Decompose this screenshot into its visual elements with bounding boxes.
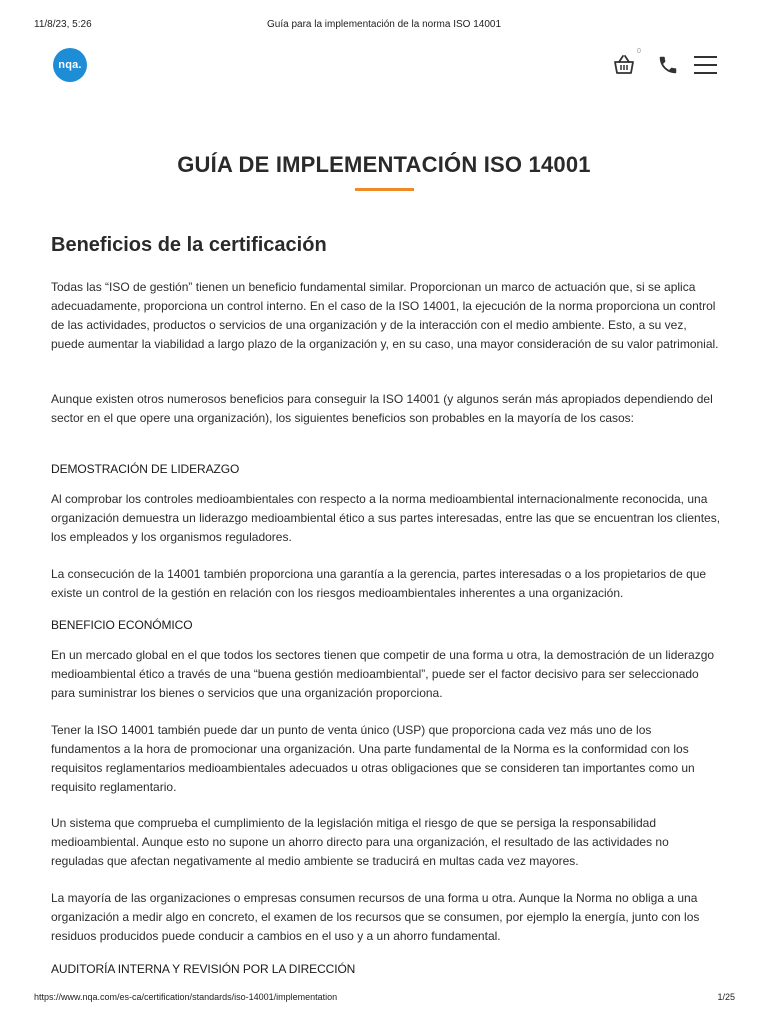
subheading-audit: AUDITORÍA INTERNA Y REVISIÓN POR LA DIRECCIÓN: [51, 962, 356, 976]
paragraph-economic-3: Un sistema que comprueba el cumplimiento de la legislación mitiga el riesgo de que se persiga la responsabilidad medioambiental. Aunque esto no supone un ahorro directo para una organización, el resultado de las actividades no reguladas que afectan negativamente al medio ambiente se traducirá en multas cada vez mayores.: [51, 816, 669, 868]
print-header: [0, 0, 768, 30]
print-document-title: Guía para la implementación de la norma ISO 14001: [266, 19, 502, 30]
paragraph-economic-2: Tener la ISO 14001 también puede dar un punto de venta único (USP) que proporciona cada vez más uno de los fundamentos a la hora de promocionar una organización. Una parte fundamental de la Norma es la conformidad con los requisitos reglamentarios medioambientales adecuados u otras obligaciones que se consideren tan importantes como un requisito reglamentario.: [51, 723, 695, 794]
basket-icon[interactable]: [612, 54, 636, 76]
subheading-leadership: DEMOSTRACIÓN DE LIDERAZGO: [51, 462, 240, 476]
section-heading: Beneficios de la certificación: [51, 234, 327, 256]
paragraph-leadership-2: La consecución de la 14001 también proporciona una garantía a la gerencia, partes interesadas o a los propietarios de que existe un control de la gestión en relación con los riesgos medioambientales inherentes a una organización.: [51, 567, 707, 600]
site-header: [0, 48, 768, 84]
paragraph-benefits-intro: Aunque existen otros numerosos beneficios para conseguir la ISO 14001 (y algunos serán más apropiados dependiendo del sector en el que opere una organización), los siguientes beneficios son probables en la mayoría de los casos:: [51, 392, 713, 425]
title-underline: [355, 188, 414, 191]
cart-count-badge: 0: [637, 48, 641, 55]
nqa-logo[interactable]: [53, 48, 87, 82]
menu-icon[interactable]: [694, 55, 717, 75]
phone-icon[interactable]: [657, 54, 679, 76]
paragraph-leadership-1: Al comprobar los controles medioambientales con respecto a la norma medioambiental internacionalmente reconocida, una organización demuestra un liderazgo medioambiental ético a sus partes interesadas, entre las que se encuentran los clientes, los empleados y los organismos reguladores.: [51, 492, 721, 544]
subheading-economic: BENEFICIO ECONÓMICO: [51, 618, 193, 632]
page-title: GUÍA DE IMPLEMENTACIÓN ISO 14001: [177, 152, 591, 177]
paragraph-economic-1: En un mercado global en el que todos los sectores tienen que competir de una forma u otra, la demostración de un liderazgo medioambiental ético a través de una “buena gestión medioambiental”, puede ser el factor decisivo para ser seleccionado para suministrar los bienes o servicios que una organización proporciona.: [51, 648, 715, 700]
logo-text: nqa.: [58, 59, 82, 71]
page-url: https://www.nqa.com/es-ca/certification/standards/iso-14001/implementation: [34, 992, 338, 1002]
paragraph-intro: Todas las “ISO de gestión” tienen un beneficio fundamental similar. Proporcionan un marco de actuación que, si se aplica adecuadamente, proporciona un control interno. En el caso de la ISO 14001, la ejecución de la norma proporciona un control de las actividades, productos o servicios de una organización y de la interacción con el medio ambiente. Esto, a su vez, puede aumentar la viabilidad a largo plazo de la organización y, en su caso, una mayor consideración de su valor patrimonial.: [51, 280, 719, 351]
print-timestamp: 11/8/23, 5:26: [34, 19, 92, 30]
page-indicator: 1/25: [717, 992, 735, 1002]
paragraph-economic-4: La mayoría de las organizaciones o empresas consumen recursos de una forma u otra. Aunque la Norma no obliga a una organización a medir algo en concreto, el examen de los recursos que se consumen, por ejemplo la energía, junto con los residuos producidos puede conducir a cambios en el uso y a un ahorro fundamental.: [51, 891, 700, 943]
